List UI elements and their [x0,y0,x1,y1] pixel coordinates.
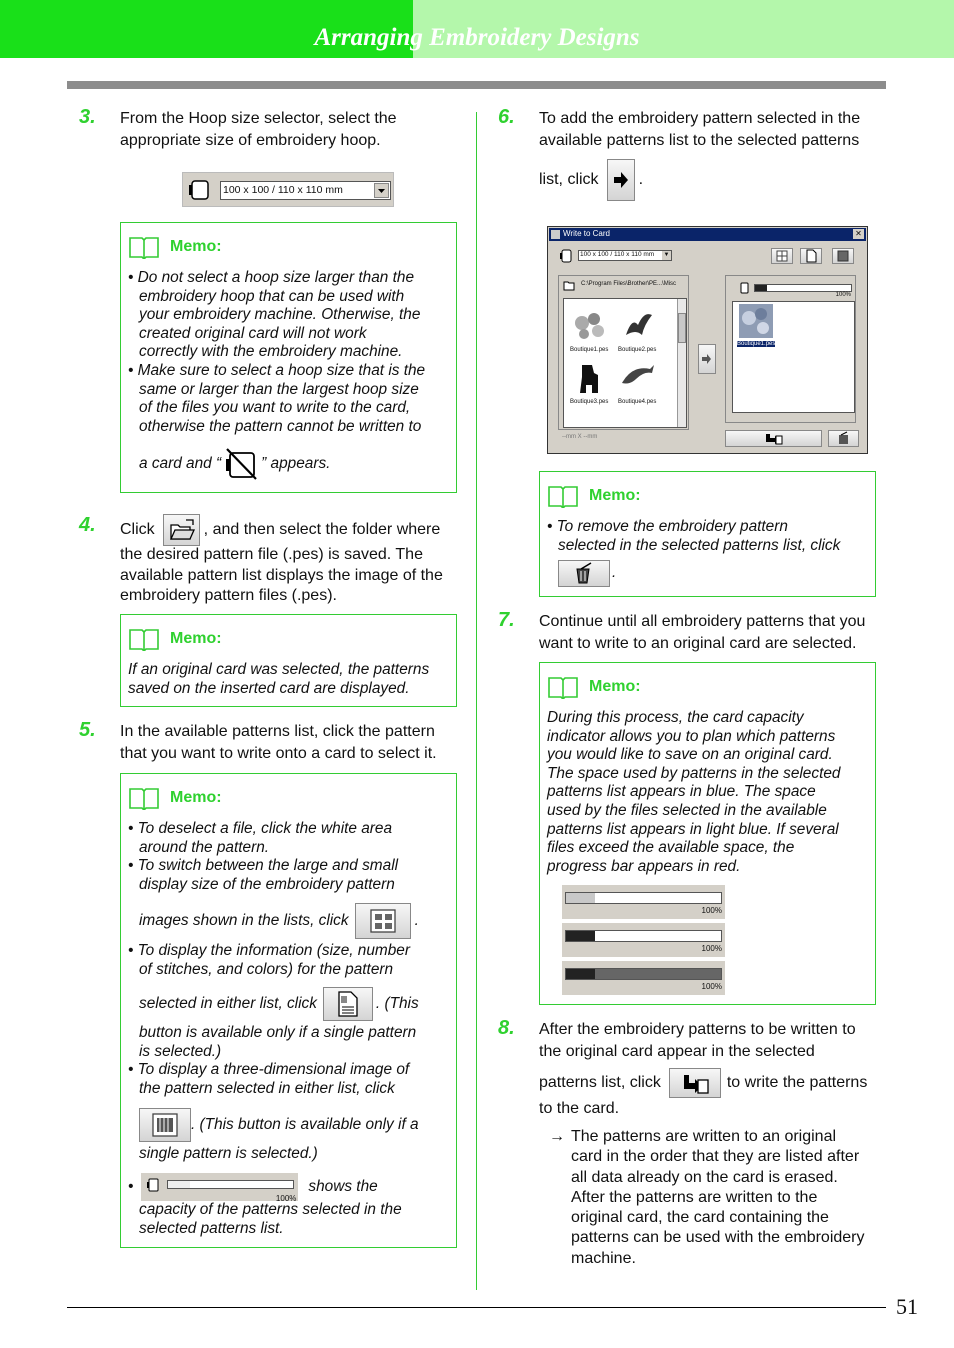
selected-patterns-panel: 100% Boutique1.pes [725,275,856,423]
column-divider [476,112,477,1290]
add-pattern-button[interactable] [607,159,635,201]
capacity-bar-fill [168,1181,189,1188]
write-to-card-button[interactable] [669,1068,721,1098]
capacity-example-bar: 100% [562,961,725,995]
write-to-card-dialog [547,226,868,454]
write-card-icon [670,1069,720,1097]
result-note: → The patterns are written to an original card in the order that they are listed after all data already on the card is erased. After the patterns are written to the original card, the card containing the patterns can be used with the embroidery machine. [549,1128,865,1267]
memo-label: Memo: [589,487,641,504]
step-number: 8. [498,1017,515,1039]
3d-view-button[interactable] [832,248,854,264]
chevron-down-icon[interactable]: ▼ [663,252,670,258]
display-size-button[interactable] [355,903,411,939]
trash-icon [829,431,858,446]
book-icon [129,627,159,651]
close-button[interactable]: ✕ [853,229,864,239]
list-scrollbar[interactable] [677,299,686,428]
pattern-info-button[interactable] [323,987,373,1021]
memo-text: • Do not select a hoop size larger than the embroidery hoop that can be used with your embroidery machine. Otherwise, the created original card will not work correctly with the embroidery machine. • Make sure to select a hoop size that is the same or larger than the largest hoop size of the files you want to write to the card, otherwise the pattern cannot be written to [128,269,426,435]
memo-box: Memo: • To remove the embroidery pattern selected in the selected patterns list, click . [539,471,876,597]
list-item[interactable]: Boutique2.pes [618,307,658,357]
write-card-icon [726,431,821,446]
list-item[interactable]: Boutique4.pes [618,359,658,409]
list-item[interactable]: Boutique3.pes [570,359,610,409]
chapter-header-band [0,0,954,58]
remove-pattern-button[interactable] [558,560,610,587]
memo-box: Memo: • Do not select a hoop size larger than the embroidery hoop that can be used with your embroidery machine. Otherwise, the created original card will not work correctly with the embroidery machine. • Make sure to select a hoop size that is the same or larger than the largest hoop size of the files you want to write to the card, otherwise the pattern cannot be written to a card and “ ” appears. [120,222,457,493]
memo-label: Memo: [589,678,641,695]
book-icon [129,786,159,810]
arrow-right-icon [699,345,715,373]
hoop-size-dropdown[interactable] [220,181,391,200]
3d-view-button[interactable] [139,1108,191,1142]
book-icon [548,484,578,508]
pattern-info-button[interactable] [800,248,822,264]
remove-pattern-button[interactable] [828,430,859,447]
step-6-text: To add the embroidery pattern selected in the available patterns list to the selected patterns [539,110,861,149]
write-to-card-button[interactable] [725,430,822,447]
card-error-icon [223,447,259,481]
page-number: 51 [896,1294,918,1319]
list-item[interactable]: Boutique1.pes [737,304,777,352]
scroll-thumb[interactable] [678,313,686,343]
step-number: 5. [79,719,96,741]
open-folder-icon [164,515,199,545]
dialog-footer-text: --mm X --mm [562,434,598,440]
memo-box: Memo: • To deselect a file, click the white area around the pattern. • To switch between the large and small display size of the embroidery pattern images shown in the lists, click . • To display the information (size, number of stitches, and colors) for the pattern selected in either list, click . (This button is available only if a single pattern is selected.) • To display a three-dimensional image of the pattern selected in either list, click . (This button is available only if a single pattern is selected.) • 100% shows the capacity of the patterns selected in the selected patterns list. [120,773,457,1248]
step-number: 4. [79,514,96,536]
capacity-bar [167,1180,294,1189]
arrow-right-icon [608,160,634,200]
open-folder-icon[interactable] [563,280,576,291]
chevron-down-icon[interactable] [374,183,389,198]
dialog-title: Write to Card [563,229,610,238]
hoop-icon [560,249,572,263]
step-7-text: Continue until all embroidery patterns that you want to write to an original card are selected. [539,613,866,652]
pattern-thumbnail-dog [570,359,610,397]
pattern-thumbnail-flowers [737,304,775,340]
step-number: 7. [498,609,515,631]
open-folder-button[interactable] [163,514,200,546]
step-number: 6. [498,106,515,128]
dialog-icon [551,230,560,239]
add-pattern-button[interactable] [698,344,716,374]
step-4-text: the desired pattern file (.pes) is saved. The available pattern list displays the image of the embroidery pattern files (.pes). [120,546,443,604]
capacity-added-fill [595,969,721,979]
memo-box [120,614,457,707]
book-icon [548,675,578,699]
pattern-thumbnail-bird [618,307,658,345]
capacity-percent: 100% [275,1194,297,1203]
available-patterns-panel [558,275,689,430]
hoop-size-dropdown[interactable]: 100 x 100 / 110 x 110 mm ▼ [578,250,672,261]
header-rule [67,81,886,89]
capacity-bar-fill [755,285,767,291]
memo-label: Memo: [170,238,222,255]
list-item[interactable]: Boutique1.pes [570,307,610,357]
pattern-thumbnail-flowers [570,307,610,345]
selected-patterns-list[interactable] [732,301,855,413]
capacity-added-fill [566,893,595,903]
step-number: 3. [79,106,96,128]
dialog-titlebar [549,228,866,241]
card-icon [739,282,749,294]
memo-box: Memo: During this process, the card capacity indicator allows you to plan which patterns you would like to save on an original card. The space used by patterns in the selected patterns list appears in blue. The space used by the files selected in the available patterns list appears in light blue. If several files exceed the available space, the progress bar appears in red. 100% 100% 100% [539,662,876,1005]
hoop-size-value: 100 x 100 / 110 x 110 mm [223,184,343,196]
capacity-indicator [141,1173,298,1201]
display-size-button[interactable] [771,248,793,264]
folder-path: C:\Program Files\Brother\PE...\Misc [581,281,677,287]
hoop-size-selector[interactable] [182,172,394,207]
grid-view-icon [356,904,410,938]
info-document-icon [801,249,821,263]
chapter-title: Arranging Embroidery Designs [314,24,640,51]
3d-image-icon [833,249,853,263]
memo-label: Memo: [170,630,222,647]
capacity-bar [754,284,852,292]
result-arrow-icon: → [549,1128,565,1145]
memo-text: If an original card was selected, the patterns saved on the inserted card are displayed. [128,661,430,697]
pattern-thumbnail-dolphin [618,359,658,397]
memo-label: Memo: [170,789,222,806]
card-icon [147,1178,159,1192]
capacity-example-bar: 100% [562,885,725,919]
step-5-text: In the available patterns list, click the pattern that you want to write onto a card to select it. [120,723,437,762]
step-8-text: After the embroidery patterns to be written to the original card appear in the selected [539,1021,856,1060]
book-icon [129,235,159,259]
step-3-text: From the Hoop size selector, select the appropriate size of embroidery hoop. [120,110,397,149]
3d-image-icon [140,1109,190,1141]
footer-rule [67,1307,886,1308]
available-patterns-list[interactable] [563,298,687,428]
capacity-used-fill [566,969,595,979]
capacity-example-bar: 100% [562,923,725,957]
hoop-icon [189,179,211,201]
capacity-used-fill [566,931,595,941]
info-document-icon [324,988,372,1020]
trash-icon [559,561,609,586]
grid-view-icon [772,249,792,263]
